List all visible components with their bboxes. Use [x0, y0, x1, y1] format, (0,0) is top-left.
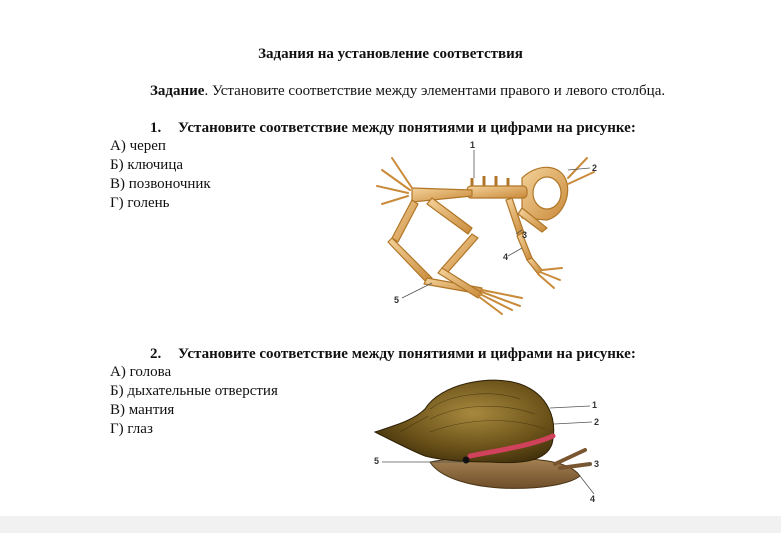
snail-label-2: 2 — [594, 417, 600, 427]
option-a: А) череп — [110, 138, 166, 154]
task-label: Задание — [150, 83, 205, 99]
snail-label-1: 1 — [592, 400, 598, 410]
task-text: . Установите соответствие между элементами правого и левого столбца. — [204, 83, 666, 99]
snail-figure — [370, 364, 610, 516]
question-1-number: 1. — [150, 120, 162, 136]
option-a: А) голова — [110, 364, 172, 380]
frog-label-2: 2 — [592, 163, 598, 173]
snail-label-4: 4 — [590, 494, 596, 504]
question-1-text: Установите соответствие между понятиями и цифрами на рисунке: — [178, 120, 636, 136]
option-d: Г) голень — [110, 195, 170, 211]
option-b: Б) ключица — [110, 157, 184, 173]
option-c: В) позвоночник — [110, 176, 211, 192]
document-title: Задания на установление соответствия — [258, 46, 523, 62]
question-2-heading — [150, 346, 636, 363]
question-2-options — [110, 363, 278, 439]
question-1-heading — [150, 120, 636, 137]
question-2-number: 2. — [150, 346, 162, 362]
option-d: Г) глаз — [110, 421, 153, 437]
question-2-text: Установите соответствие между понятиями и цифрами на рисунке: — [178, 346, 636, 362]
frog-skeleton-figure — [372, 138, 612, 316]
snail-label-3: 3 — [594, 459, 600, 469]
frog-label-1: 1 — [470, 140, 476, 150]
task-instruction — [150, 83, 665, 100]
snail-label-5: 5 — [374, 456, 380, 466]
option-b: Б) дыхательные отверстия — [110, 383, 278, 399]
question-1-options — [110, 137, 211, 213]
page-bottom-edge — [0, 516, 781, 533]
frog-label-3: 3 — [522, 230, 528, 240]
frog-label-4: 4 — [503, 252, 509, 262]
frog-label-5: 5 — [394, 295, 400, 305]
option-c: В) мантия — [110, 402, 175, 418]
